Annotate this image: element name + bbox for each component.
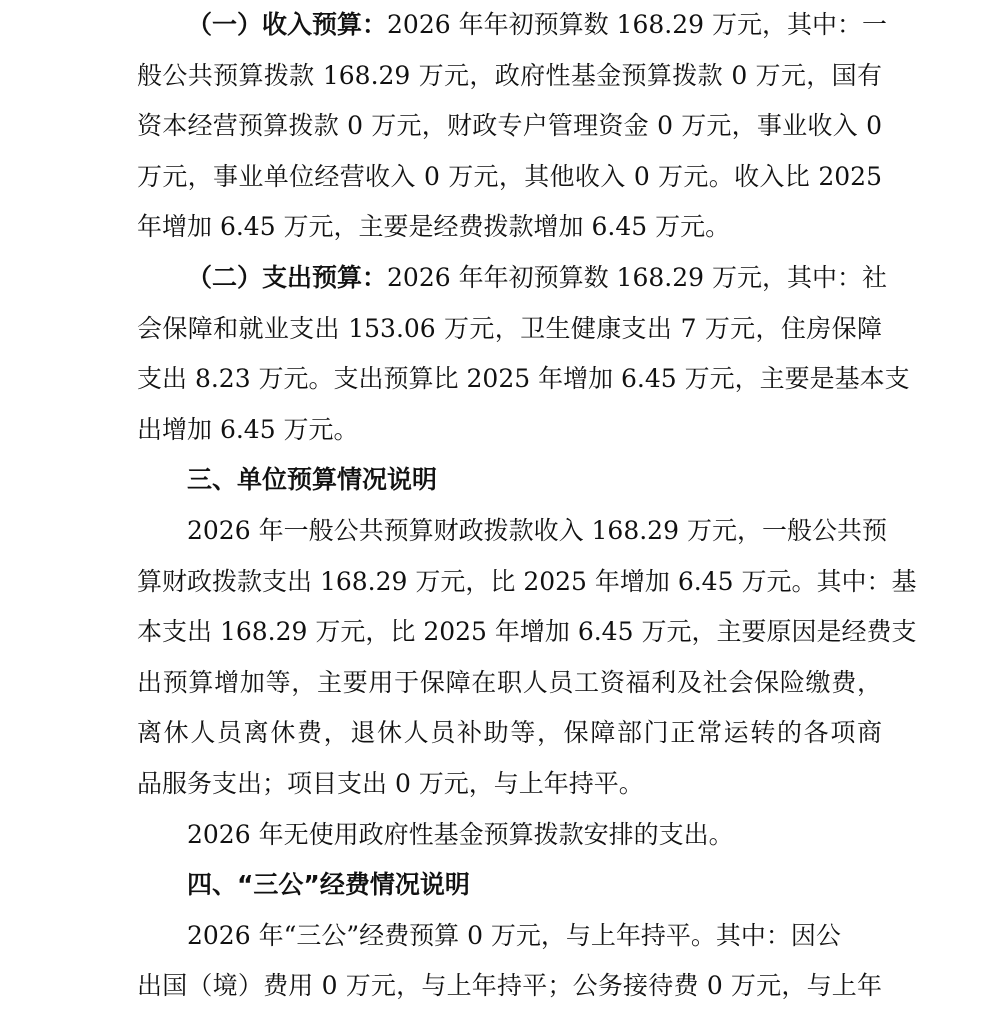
section3-line-5: 离休人员离休费，退休人员补助等，保障部门正常运转的各项商 (137, 718, 882, 748)
section3-heading: 三、单位预算情况说明 (187, 465, 438, 495)
expense-budget-line-3: 支出 8.23 万元。支出预算比 2025 年增加 6.45 万元，主要是基本支 (137, 364, 910, 394)
section3-line-1: 2026 年一般公共预算财政拨款收入 168.29 万元，一般公共预 (187, 515, 887, 545)
section4-line-2: 出国（境）费用 0 万元，与上年持平；公务接待费 0 万元，与上年 (137, 971, 882, 1001)
expense-budget-line-1 (137, 253, 887, 304)
section3-line-4: 出预算增加等，主要用于保障在职人员工资福利及社会保险缴费， (137, 667, 882, 697)
income-budget-line-2: 般公共预算拨款 168.29 万元，政府性基金预算拨款 0 万元，国有 (137, 60, 882, 90)
expense-budget-text-1: 2026 年年初预算数 168.29 万元，其中：社 (387, 262, 887, 292)
income-budget-line-5: 年增加 6.45 万元，主要是经费拨款增加 6.45 万元。 (137, 212, 731, 242)
section4-line-1: 2026 年“三公”经费预算 0 万元，与上年持平。其中：因公 (187, 920, 841, 950)
income-budget-line-3: 资本经营预算拨款 0 万元，财政专户管理资金 0 万元，事业收入 0 (137, 111, 882, 141)
income-budget-lead: （一）收入预算： (187, 10, 388, 39)
income-budget-text-1: 2026 年年初预算数 168.29 万元，其中：一 (387, 10, 887, 39)
income-budget-line-4: 万元，事业单位经营收入 0 万元，其他收入 0 万元。收入比 2025 (137, 161, 882, 191)
section3-line-3: 本支出 168.29 万元，比 2025 年增加 6.45 万元，主要原因是经费支 (137, 617, 917, 647)
section3-extra-line: 2026 年无使用政府性基金预算拨款安排的支出。 (187, 819, 734, 849)
expense-budget-lead: （二）支出预算： (187, 262, 388, 292)
expense-budget-line-2: 会保障和就业支出 153.06 万元，卫生健康支出 7 万元，住房保障 (137, 313, 882, 343)
document-page (137, 0, 917, 1012)
expense-budget-line-4: 出增加 6.45 万元。 (137, 414, 359, 444)
section3-line-2: 算财政拨款支出 168.29 万元，比 2025 年增加 6.45 万元。其中：基 (137, 566, 917, 596)
section3-line-6: 品服务支出；项目支出 0 万元，与上年持平。 (137, 768, 644, 798)
section4-heading: 四、“三公”经费情况说明 (187, 870, 470, 900)
income-budget-line-1 (137, 0, 887, 51)
